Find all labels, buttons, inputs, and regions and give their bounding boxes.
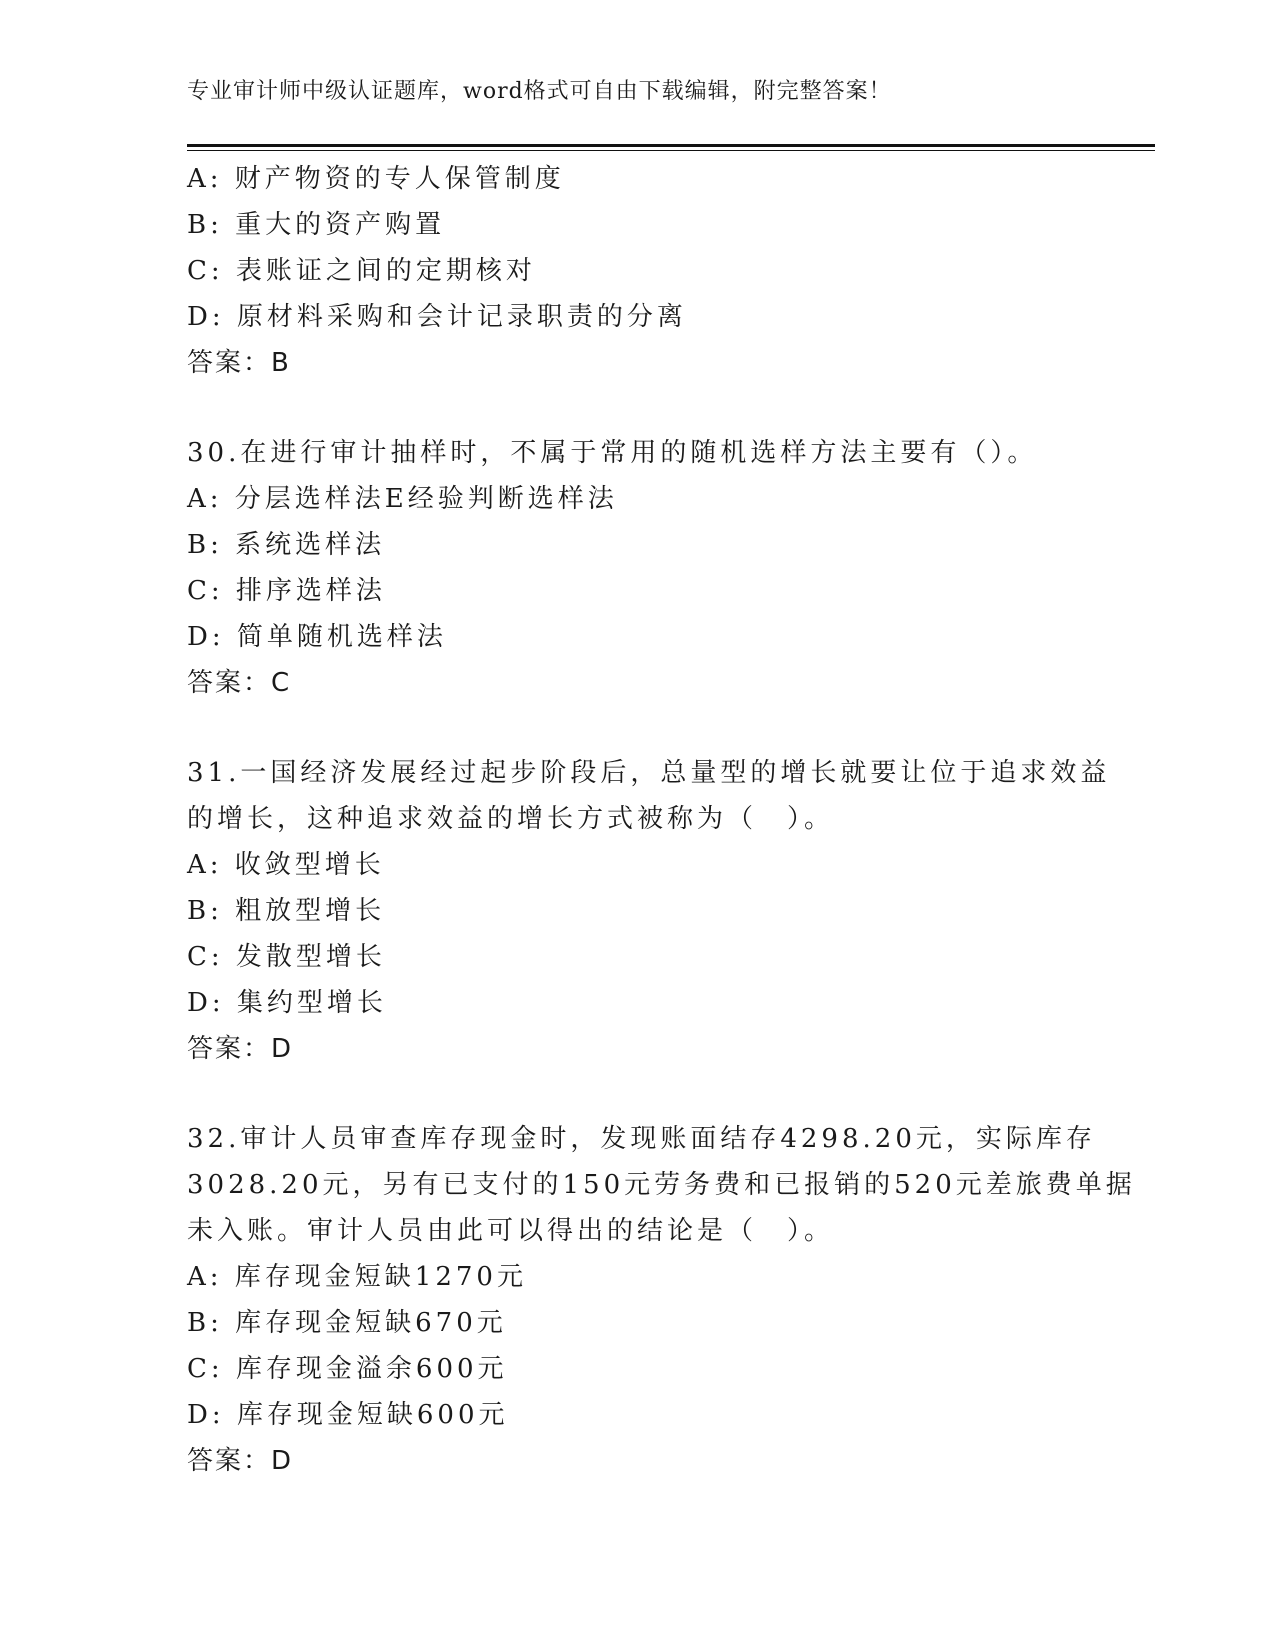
question-text-line-3: 未入账。审计人员由此可以得出的结论是（ ）。 <box>187 1216 835 1246</box>
option-b: B: 库存现金短缺670元 <box>187 1308 507 1338</box>
option-b: B: 重大的资产购置 <box>187 210 446 240</box>
question-text: 30.在进行审计抽样时，不属于常用的随机选样方法主要有（）。 <box>187 438 1038 468</box>
question-text-line-1: 32.审计人员审查库存现金时，发现账面结存4298.20元，实际库存 <box>187 1124 1096 1154</box>
spacer <box>187 1072 1087 1116</box>
question-30 <box>187 430 1087 706</box>
question-text-line-1: 31.一国经济发展经过起步阶段后，总量型的增长就要让位于追求效益 <box>187 758 1111 788</box>
answer: 答案：D <box>187 1446 294 1476</box>
answer: 答案：D <box>187 1034 294 1064</box>
question-text-line-2: 的增长，这种追求效益的增长方式被称为（ ）。 <box>187 804 835 834</box>
answer: 答案：C <box>187 668 292 698</box>
option-d: D: 原材料采购和会计记录职责的分离 <box>187 302 687 332</box>
header-rule-thin <box>187 150 1155 151</box>
spacer <box>187 386 1087 430</box>
option-c: C: 库存现金溢余600元 <box>187 1354 508 1384</box>
answer: 答案：B <box>187 348 291 378</box>
option-c: C: 表账证之间的定期核对 <box>187 256 536 286</box>
question-29 <box>187 156 1087 386</box>
header-rule-thick <box>187 144 1155 147</box>
option-d: D: 集约型增长 <box>187 988 387 1018</box>
question-list <box>187 156 1136 1484</box>
spacer <box>187 706 1087 750</box>
header-note: 专业审计师中级认证题库，word格式可自由下载编辑，附完整答案！ <box>187 79 892 104</box>
option-c: C: 排序选样法 <box>187 576 386 606</box>
question-31 <box>187 750 1111 1072</box>
option-a: A: 收敛型增长 <box>187 850 385 880</box>
option-a: A: 分层选样法E经验判断选样法 <box>187 484 618 514</box>
question-text-line-2: 3028.20元，另有已支付的150元劳务费和已报销的520元差旅费单据 <box>187 1170 1136 1200</box>
option-a: A: 财产物资的专人保管制度 <box>187 164 565 194</box>
option-d: D: 库存现金短缺600元 <box>187 1400 509 1430</box>
question-32 <box>187 1116 1136 1484</box>
option-b: B: 粗放型增长 <box>187 896 386 926</box>
option-b: B: 系统选样法 <box>187 530 386 560</box>
option-c: C: 发散型增长 <box>187 942 386 972</box>
option-d: D: 简单随机选样法 <box>187 622 447 652</box>
option-a: A: 库存现金短缺1270元 <box>187 1262 527 1292</box>
